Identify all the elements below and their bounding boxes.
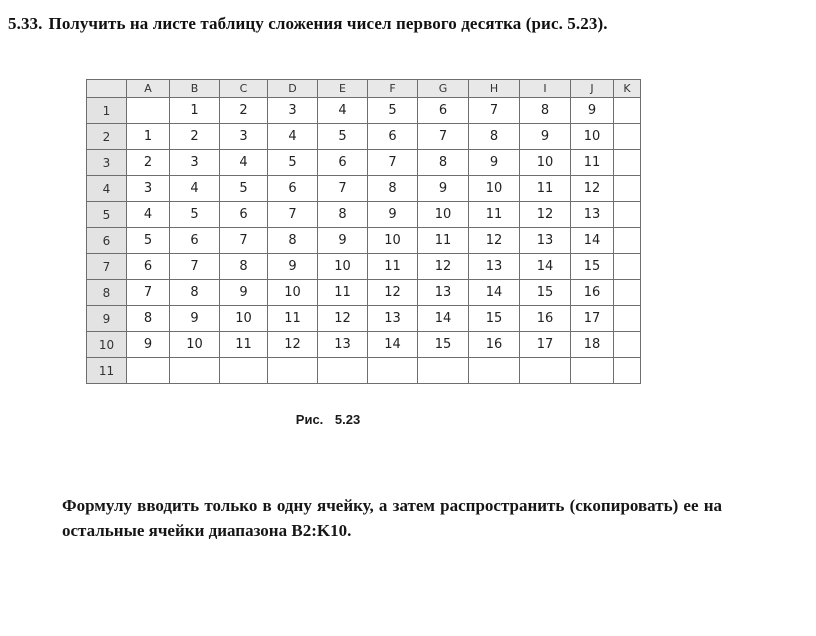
sheet-cell[interactable]: 10: [469, 176, 520, 202]
sheet-cell[interactable]: 8: [127, 306, 170, 332]
sheet-cell[interactable]: [614, 332, 641, 358]
sheet-cell[interactable]: 6: [318, 150, 368, 176]
sheet-cell[interactable]: 4: [268, 124, 318, 150]
sheet-cell[interactable]: 16: [469, 332, 520, 358]
sheet-cell[interactable]: 5: [220, 176, 268, 202]
sheet-cell[interactable]: 11: [368, 254, 418, 280]
sheet-cell[interactable]: 9: [127, 332, 170, 358]
sheet-cell[interactable]: [469, 358, 520, 384]
sheet-cell[interactable]: 9: [368, 202, 418, 228]
sheet-cell[interactable]: 16: [520, 306, 571, 332]
column-header-row: [87, 80, 641, 98]
sheet-cell[interactable]: 9: [170, 306, 220, 332]
sheet-cell[interactable]: 14: [571, 228, 614, 254]
sheet-cell[interactable]: 6: [368, 124, 418, 150]
table-row: [87, 306, 641, 332]
column-header-c[interactable]: C: [220, 80, 268, 98]
sheet-cell[interactable]: 11: [220, 332, 268, 358]
sheet-cell[interactable]: [614, 98, 641, 124]
task-number: 5.33.: [8, 14, 43, 33]
sheet-cell[interactable]: 8: [469, 124, 520, 150]
corner-cell[interactable]: [87, 80, 127, 98]
sheet-cell[interactable]: 5: [170, 202, 220, 228]
sheet-cell[interactable]: 4: [170, 176, 220, 202]
sheet-cell[interactable]: 2: [127, 150, 170, 176]
sheet-cell[interactable]: 6: [268, 176, 318, 202]
sheet-cell[interactable]: 10: [318, 254, 368, 280]
addition-table: [86, 79, 641, 384]
sheet-cell[interactable]: 6: [127, 254, 170, 280]
sheet-cell[interactable]: 12: [268, 332, 318, 358]
sheet-cell[interactable]: [170, 358, 220, 384]
sheet-cell[interactable]: 8: [520, 98, 571, 124]
sheet-cell[interactable]: 15: [469, 306, 520, 332]
sheet-cell[interactable]: 13: [368, 306, 418, 332]
sheet-cell[interactable]: 11: [520, 176, 571, 202]
table-row: [87, 202, 641, 228]
row-header[interactable]: 3: [87, 150, 127, 176]
table-row: [87, 280, 641, 306]
sheet-cell[interactable]: 9: [418, 176, 469, 202]
table-row: [87, 124, 641, 150]
sheet-cell[interactable]: [418, 358, 469, 384]
table-row: [87, 358, 641, 384]
sheet-cell[interactable]: 1: [127, 124, 170, 150]
sheet-cell[interactable]: 4: [220, 150, 268, 176]
sheet-cell[interactable]: 7: [418, 124, 469, 150]
sheet-cell[interactable]: 3: [268, 98, 318, 124]
sheet-cell[interactable]: [614, 124, 641, 150]
sheet-cell[interactable]: 9: [520, 124, 571, 150]
sheet-cell[interactable]: 12: [571, 176, 614, 202]
column-header-f[interactable]: F: [368, 80, 418, 98]
sheet-cell[interactable]: 12: [418, 254, 469, 280]
sheet-cell[interactable]: 15: [418, 332, 469, 358]
sheet-cell[interactable]: 9: [469, 150, 520, 176]
sheet-cell[interactable]: [127, 98, 170, 124]
sheet-cell[interactable]: 11: [318, 280, 368, 306]
sheet-cell[interactable]: 12: [368, 280, 418, 306]
task-heading: [8, 14, 808, 34]
sheet-cell[interactable]: 9: [571, 98, 614, 124]
row-header[interactable]: 1: [87, 98, 127, 124]
sheet-cell[interactable]: 12: [520, 202, 571, 228]
sheet-cell[interactable]: 7: [220, 228, 268, 254]
sheet-cell[interactable]: 5: [268, 150, 318, 176]
sheet-cell[interactable]: [614, 176, 641, 202]
sheet-cell[interactable]: [520, 358, 571, 384]
sheet-cell[interactable]: [614, 254, 641, 280]
sheet-cell[interactable]: 10: [368, 228, 418, 254]
sheet-cell[interactable]: 7: [368, 150, 418, 176]
sheet-cell[interactable]: 1: [170, 98, 220, 124]
sheet-cell[interactable]: 8: [368, 176, 418, 202]
sheet-cell[interactable]: 13: [469, 254, 520, 280]
sheet-cell[interactable]: 10: [220, 306, 268, 332]
row-header[interactable]: 5: [87, 202, 127, 228]
column-header-a[interactable]: A: [127, 80, 170, 98]
sheet-cell[interactable]: 4: [318, 98, 368, 124]
sheet-cell[interactable]: 10: [418, 202, 469, 228]
sheet-cell[interactable]: [614, 228, 641, 254]
sheet-cell[interactable]: 13: [571, 202, 614, 228]
sheet-cell[interactable]: 5: [368, 98, 418, 124]
sheet-cell[interactable]: 6: [170, 228, 220, 254]
sheet-cell[interactable]: 17: [571, 306, 614, 332]
sheet-cell[interactable]: 13: [418, 280, 469, 306]
sheet-cell[interactable]: [268, 358, 318, 384]
sheet-cell[interactable]: 14: [368, 332, 418, 358]
sheet-cell[interactable]: 4: [127, 202, 170, 228]
column-header-k[interactable]: K: [614, 80, 641, 98]
sheet-cell[interactable]: 9: [268, 254, 318, 280]
sheet-cell[interactable]: 6: [220, 202, 268, 228]
sheet-cell[interactable]: 2: [220, 98, 268, 124]
table-row: [87, 228, 641, 254]
sheet-cell[interactable]: 11: [268, 306, 318, 332]
column-header-e[interactable]: E: [318, 80, 368, 98]
sheet-cell[interactable]: 10: [170, 332, 220, 358]
table-body: [87, 98, 641, 384]
column-header-b[interactable]: B: [170, 80, 220, 98]
sheet-cell[interactable]: 14: [418, 306, 469, 332]
sheet-cell[interactable]: 10: [268, 280, 318, 306]
sheet-cell[interactable]: 14: [469, 280, 520, 306]
sheet-cell[interactable]: 6: [418, 98, 469, 124]
row-header[interactable]: 4: [87, 176, 127, 202]
sheet-cell[interactable]: [127, 358, 170, 384]
sheet-cell[interactable]: 13: [520, 228, 571, 254]
instructions-text: Формулу вводить только в одну ячейку, а затем распространить (скопировать) ее на остальные ячейки диапазона: [62, 496, 722, 540]
sheet-cell[interactable]: 8: [220, 254, 268, 280]
row-header[interactable]: 7: [87, 254, 127, 280]
instructions-paragraph: [62, 493, 722, 543]
sheet-cell[interactable]: 7: [170, 254, 220, 280]
sheet-cell[interactable]: 7: [469, 98, 520, 124]
sheet-cell[interactable]: 3: [170, 150, 220, 176]
sheet-cell[interactable]: 9: [318, 228, 368, 254]
table-row: [87, 150, 641, 176]
sheet-cell[interactable]: [318, 358, 368, 384]
sheet-cell[interactable]: 14: [520, 254, 571, 280]
sheet-cell[interactable]: 7: [268, 202, 318, 228]
column-header-j[interactable]: J: [571, 80, 614, 98]
sheet-cell[interactable]: 18: [571, 332, 614, 358]
sheet-cell[interactable]: 15: [520, 280, 571, 306]
table-row: [87, 254, 641, 280]
sheet-cell[interactable]: 11: [571, 150, 614, 176]
sheet-cell[interactable]: 8: [268, 228, 318, 254]
row-header[interactable]: 8: [87, 280, 127, 306]
sheet-cell[interactable]: [614, 280, 641, 306]
sheet-cell[interactable]: 5: [318, 124, 368, 150]
sheet-cell[interactable]: 3: [127, 176, 170, 202]
sheet-cell[interactable]: 8: [318, 202, 368, 228]
row-header[interactable]: 11: [87, 358, 127, 384]
sheet-cell[interactable]: [571, 358, 614, 384]
sheet-cell[interactable]: 9: [220, 280, 268, 306]
row-header[interactable]: 10: [87, 332, 127, 358]
sheet-cell[interactable]: 13: [318, 332, 368, 358]
column-header-g[interactable]: G: [418, 80, 469, 98]
sheet-cell[interactable]: 15: [571, 254, 614, 280]
sheet-cell[interactable]: [614, 202, 641, 228]
sheet-cell[interactable]: 11: [469, 202, 520, 228]
table-row: [87, 176, 641, 202]
table-row: [87, 98, 641, 124]
sheet-cell[interactable]: 7: [127, 280, 170, 306]
row-header[interactable]: 2: [87, 124, 127, 150]
sheet-cell[interactable]: 5: [127, 228, 170, 254]
column-header-d[interactable]: D: [268, 80, 318, 98]
sheet-cell[interactable]: 10: [571, 124, 614, 150]
row-header[interactable]: 6: [87, 228, 127, 254]
sheet-cell[interactable]: 11: [418, 228, 469, 254]
sheet-cell[interactable]: 17: [520, 332, 571, 358]
sheet-cell[interactable]: [220, 358, 268, 384]
table-row: [87, 332, 641, 358]
sheet-cell[interactable]: 3: [220, 124, 268, 150]
cell-range: B2:K10.: [291, 521, 352, 540]
sheet-cell[interactable]: 12: [469, 228, 520, 254]
sheet-cell[interactable]: [614, 150, 641, 176]
sheet-cell[interactable]: 8: [418, 150, 469, 176]
sheet-cell[interactable]: [614, 358, 641, 384]
row-header[interactable]: 9: [87, 306, 127, 332]
sheet-cell[interactable]: 16: [571, 280, 614, 306]
sheet-cell[interactable]: 7: [318, 176, 368, 202]
column-header-i[interactable]: I: [520, 80, 571, 98]
sheet-cell[interactable]: [368, 358, 418, 384]
sheet-cell[interactable]: 2: [170, 124, 220, 150]
task-text: Получить на листе таблицу сложения чисел первого десятка (рис. 5.23).: [48, 14, 608, 33]
sheet-cell[interactable]: [614, 306, 641, 332]
sheet-cell[interactable]: 12: [318, 306, 368, 332]
sheet-cell[interactable]: 8: [170, 280, 220, 306]
column-header-h[interactable]: H: [469, 80, 520, 98]
sheet-cell[interactable]: 10: [520, 150, 571, 176]
figure-caption: Рис. 5.23: [295, 412, 361, 427]
